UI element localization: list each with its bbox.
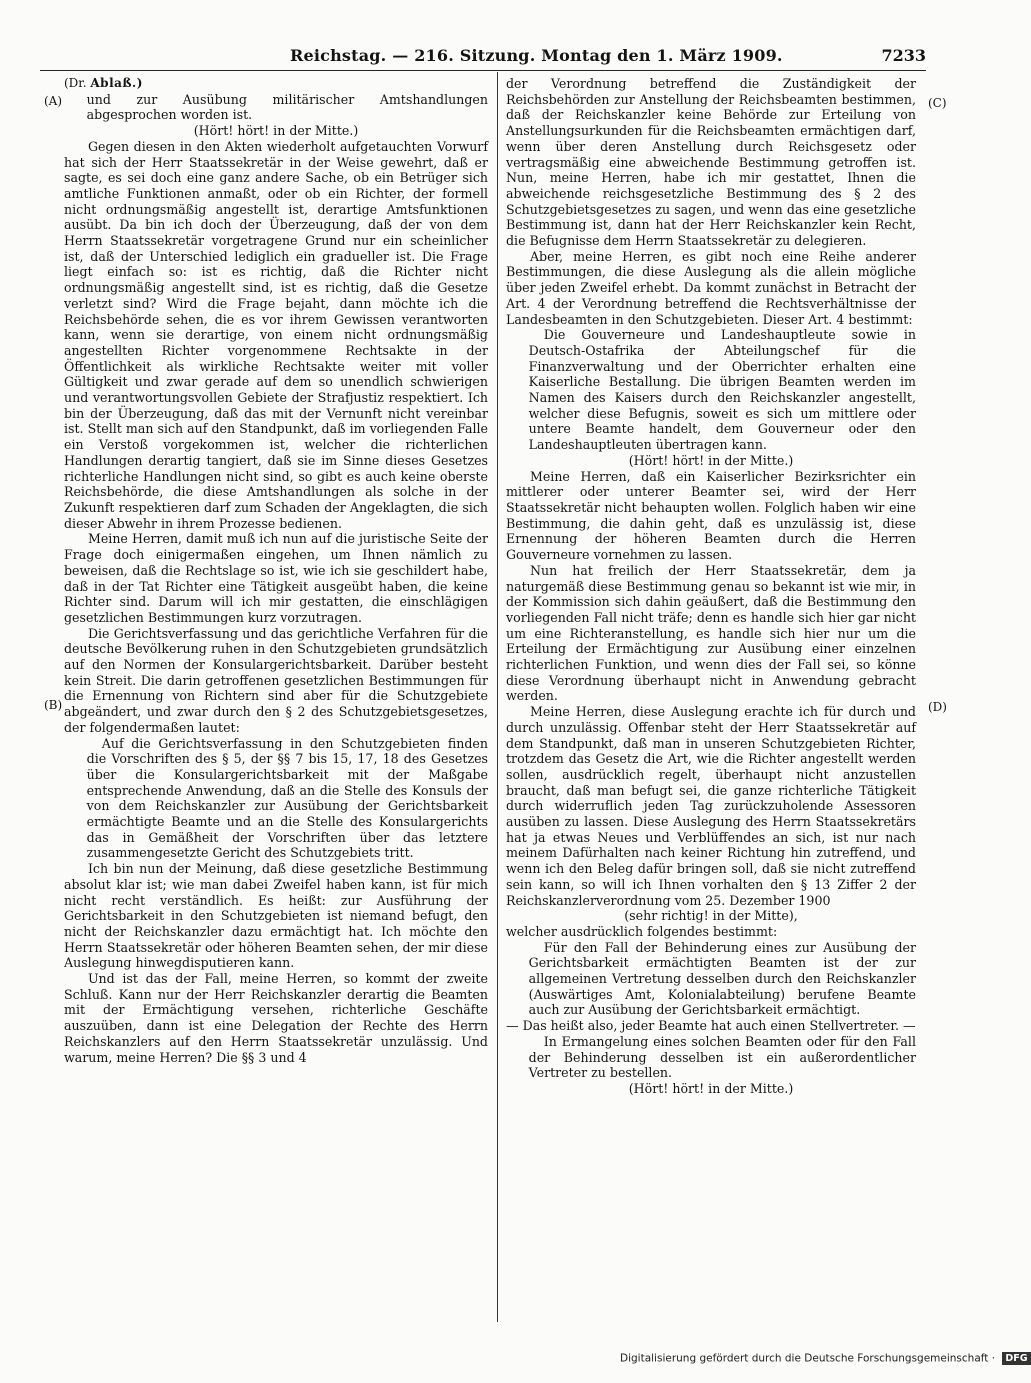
dfg-logo: DFG [1002,1352,1030,1365]
paragraph: Ich bin nun der Meinung, daß diese gesetzliche Bestimmung absolut klar ist; wie man dabei Zweifel haben kann, ist für mich nicht recht verständlich. Es heißt: zur Ausführung der Gerichtsbarkeit in den Schutzgebieten ist niemand befugt, den nicht der Reichskanzler dazu ermächtigt hat. Ich möchte den Herrn Staatssekretär oder höheren Beamten sehen, der mir diese Auslegung hinwegdisputieren kann. [64,861,488,971]
paragraph: Und ist das der Fall, meine Herren, so kommt der zweite Schluß. Kann nur der Herr Reichskanzler derartig die Beamten mit der Ermächtigung versehen, richterliche Geschäfte auszuüben, dann ist eine Delegation der Rechte des Herrn Reichskanzlers auf den Herrn Staatssekretär unzulässig. Und warum, meine Herren? Die §§ 3 und 4 [64,971,488,1065]
column-divider [497,72,498,1322]
footer-credit [620,1352,1028,1370]
footer-text: Digitalisierung gefördert durch die Deutsche Forschungsgemeinschaft · [620,1352,996,1365]
speaker-prefix: (Dr. [64,76,87,90]
paragraph: Die Gerichtsverfassung und das gerichtliche Verfahren für die deutsche Bevölkerung ruhen in den Schutzgebieten grundsätzlich auf den Normen der Konsulargerichtsbarkeit. Darüber besteht kein Streit. Die darin getroffenen gesetzlichen Bestimmungen für die Ernennung von Richtern sind aber für die Schutzgebiete abgeändert, und zwar durch den § 2 des Schutzgebietsgesetzes, der folgendermaßen lautet: [64,625,488,735]
legal-quote: Die Gouverneure und Landeshauptleute sowie in Deutsch-Ostafrika der Abteilungschef für die Finanzverwaltung und der Oberrichter erhalten eine Kaiserliche Bestallung. Die übrigen Beamten werden im Namen des Kaisers durch den Reichskanzler angestellt, welcher diese Befugnis, soweit es sich um mittlere oder untere Beamte handelt, dem Gouverneur oder den Landeshauptleuten übertragen kann. [528,327,916,453]
interjection: (Hört! hört! in der Mitte.) [193,123,359,139]
right-column [506,76,916,1097]
interjection: (Hört! hört! in der Mitte.) [628,1081,794,1096]
paragraph: Aber, meine Herren, es gibt noch eine Reihe anderer Bestimmungen, die diese Auslegung als die allein mögliche über jeden Zweifel erhebt. Da kommt zunächst in Betracht der Art. 4 der Verordnung betreffend die Rechtsverhältnisse der Landesbeamten in den Schutzgebieten. Dieser Art. 4 bestimmt: [506,248,916,327]
margin-mark-b: (B) [44,698,63,712]
paragraph: und zur Ausübung militärischer Amtshandlungen abgesprochen worden ist. [86,91,488,123]
speaker-name: Ablaß.) [90,76,143,90]
margin-mark-c: (C) [928,96,947,110]
running-title: Reichstag. — 216. Sitzung. Montag den 1. März 1909. [290,46,783,65]
page-number: 7233 [881,46,926,65]
left-column [64,76,488,1065]
header-rule [40,70,926,71]
paragraph: Meine Herren, damit muß ich nun auf die juristische Seite der Frage doch einigermaßen eingehen, um Ihnen nämlich zu beweisen, daß die Rechtslage so ist, wie ich sie geschildert habe, daß in der Tat Richter eine Tätigkeit ausgeübt haben, die keine Richter sind. Darum will ich mir gestatten, die einschlägigen gesetzlichen Bestimmungen kurz vorzutragen. [64,531,488,625]
paragraph: Meine Herren, daß ein Kaiserlicher Bezirksrichter ein mittlerer oder unterer Beamter sei, wird der Herr Staatssekretär nicht behaupten wollen. Folglich haben wir eine Bestimmung, die dahin geht, daß es unzulässig ist, diese Ernennung der höheren Beamten durch die Herren Gouverneure vornehmen zu lassen. [506,468,916,563]
margin-mark-a: (A) [44,94,63,108]
paragraph: welcher ausdrücklich folgendes bestimmt: [506,923,778,939]
paragraph: Gegen diesen in den Akten wiederholt aufgetauchten Vorwurf hat sich der Herr Staatssekretär in der Weise gewehrt, daß er sagte, es sei doch eine ganz andere Sache, ob ein Betrüger sich amtliche Funktionen anmaßt, oder ob ein Richter, der formell nicht ordnungsmäßig angestellt ist, derartige Amtsfunktionen ausübt. Da bin ich doch der Überzeugung, daß der von dem Herrn Staatssekretär vorgetragene Grund nur ein scheinlicher ist, daß der Unterschied lediglich ein gradueller ist. Die Frage liegt einfach so: ist es richtig, daß die Richter nicht ordnungsmäßig angestellt sind, ist es richtig, daß die Gesetze verletzt sind? Wird die Frage bejaht, dann möchte ich die Reichsbehörde sehen, die es vor ihrem Gewissen verantworten kann, wenn sie derartige, von einem nicht ordnungsmäßig angestellten Richter vorgenommene Rechtsakte in der Öffentlichkeit als wirkliche Rechtsakte weiter mit voller Gültigkeit und zwar gerade auf dem so unendlich schwierigen und verantwortungsvollen Gebiete der Strafjustiz respektiert. Ich bin der Überzeugung, daß das mit der Vernunft nicht vereinbar ist. Stellt man sich auf den Standpunkt, daß im vorliegenden Falle ein Verstoß vorgekommen ist, welcher die richterlichen Handlungen derartig tangiert, daß sie im Sinne dieses Gesetzes richterliche Handlungen nicht sind, so gibt es auch keine oberste Reichsbehörde, die diese Amtshandlungen als solche in der Zukunft respektieren darf zum Schaden der Angeklagten, die sich dieser Abwehr in ihrem Prozesse bedienen. [64,138,488,531]
paragraph: der Verordnung betreffend die Zuständigkeit der Reichsbehörden zur Anstellung der Reichsbeamten bestimmen, daß der Reichskanzler keine Behörde zur Erteilung von Anstellungsurkunden für die Reichsbeamten ermächtigen darf, wenn über deren Anstellung durch Reichsgesetz oder vertragsmäßig eine abweichende Bestimmung getroffen ist. Nun, meine Herren, habe ich mir gestattet, Ihnen die abweichende reichsgesetzliche Bestimmung des § 2 des Schutzgebietsgesetzes zu sagen, und wenn das eine gesetzliche Bestimmung ist, dann hat der Herr Reichskanzler kein Recht, die Befugnisse dem Herrn Staatssekretär zu delegieren. [506,76,916,249]
interjection: (sehr richtig! in der Mitte), [624,908,798,924]
interjection: (Hört! hört! in der Mitte.) [628,452,794,468]
legal-quote: Auf die Gerichtsverfassung in den Schutzgebieten finden die Vorschriften des § 5, der §§ 7 bis 15, 17, 18 des Gesetzes über die Konsulargerichtsbarkeit mit der Maßgabe entsprechende Anwendung, daß an die Stelle des Konsuls der von dem Reichskanzler zur Ausübung der Gerichtsbarkeit ermächtigte Beamte und an die Stelle des Konsulargerichts das in Gemäßheit der Vorschriften über das letztere zusammengesetzte Gericht des Schutzgebiets tritt. [86,735,488,861]
legal-quote: In Ermangelung eines solchen Beamten oder für den Fall der Behinderung desselben ist ein außerordentlicher Vertreter zu bestellen. [528,1033,916,1081]
paragraph: Nun hat freilich der Herr Staatssekretär, dem ja naturgemäß diese Bestimmung genau so bekannt ist wie mir, in der Kommission sich dahin geäußert, daß die Bestimmung den vorliegenden Fall nicht träfe; denn es handle sich hier gar nicht um eine Richteranstellung, es handle sich hier nur um die Erteilung der Ermächtigung zur Ausübung einer einzelnen richterlichen Funktion, und wenn dies der Fall sei, so könne diese Verordnung überhaupt nicht in Anwendung gebracht werden. [506,562,916,704]
speaker-line [64,76,488,92]
paragraph: — Das heißt also, jeder Beamte hat auch einen Stellvertreter. — [506,1018,916,1034]
paragraph: Meine Herren, diese Auslegung erachte ich für durch und durch unzulässig. Offenbar steht der Herr Staatssekretär auf dem Standpunkt, daß man in unseren Schutzgebieten Richter, trotzdem das Gesetz die Art, wie die Richter angestellt werden sollen, ausdrücklich regelt, überhaupt nicht anzustellen braucht, daß man befugt sei, die ganze richterliche Tätigkeit durch widerruflich jeden Tag zurückzuholende Assessoren ausüben zu lassen. Diese Auslegung des Herrn Staatssekretärs hat ja etwas Neues und Verblüffendes an sich, ist nur nach meinem Dafürhalten nach keiner Richtung hin zutreffend, und wenn ich den Beleg dafür bringen soll, daß sie nicht zutreffend sein kann, so will ich Ihnen vorhalten den § 13 Ziffer 2 der Reichskanzlerverordnung vom 25. Dezember 1900 [506,704,916,908]
running-header [40,46,926,70]
margin-mark-d: (D) [928,700,947,714]
legal-quote: Für den Fall der Behinderung eines zur Ausübung der Gerichtsbarkeit ermächtigten Beamten ist der zur allgemeinen Vertretung desselben durch den Reichskanzler (Auswärtiges Amt, Kolonialabteilung) berufene Beamte auch zur Ausübung der Gerichtsbarkeit ermächtigt. [528,939,916,1018]
